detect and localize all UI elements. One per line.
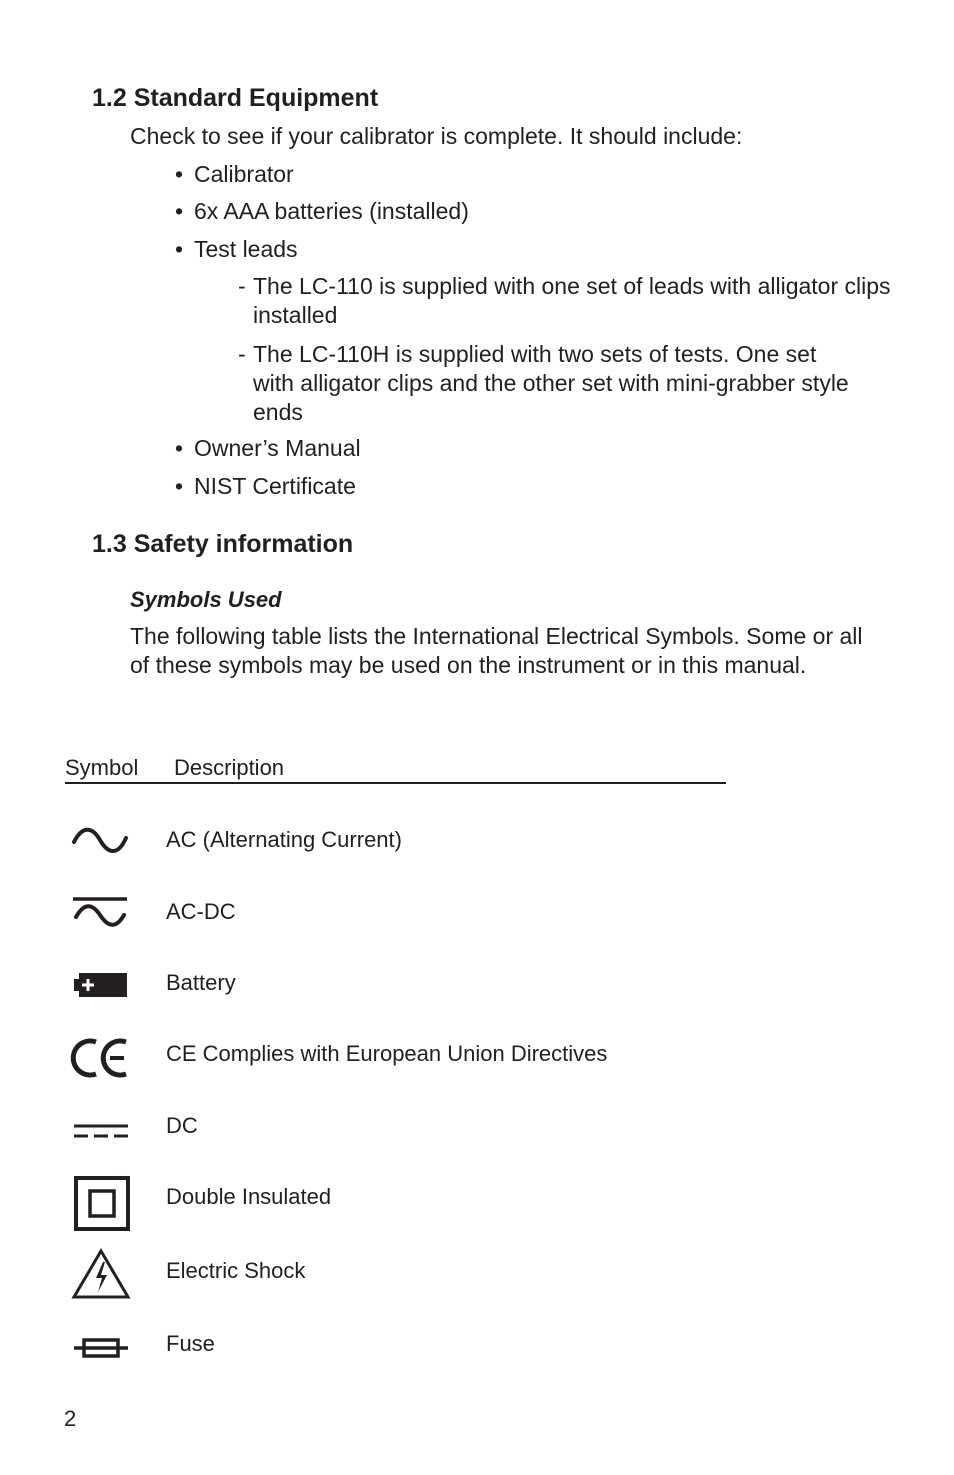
electric-shock-icon: [70, 1247, 132, 1301]
fuse-icon: [70, 1335, 132, 1361]
symbol-description: CE Complies with European Union Directives: [166, 1041, 608, 1066]
symbol-description: Double Insulated: [166, 1184, 332, 1209]
sub-list-item-text: The LC-110 is supplied with one set of leads with alligator clips installed: [253, 273, 891, 328]
symbol-description: AC (Alternating Current): [166, 827, 402, 852]
sub-list-item-text: The LC-110H is supplied with two sets of tests. One set with alligator clips and the other set with mini-grabber style ends: [253, 341, 849, 425]
list-item-label: Test leads: [194, 236, 298, 262]
section-heading-safety-information: 1.3 Safety information: [92, 530, 354, 558]
page-number: 2: [64, 1406, 77, 1431]
bullet-marker: •: [175, 236, 184, 262]
symbol-table-header: [65, 754, 726, 784]
list-item-label: NIST Certificate: [194, 473, 356, 499]
symbols-intro-paragraph: The following table lists the International Electrical Symbols. Some or all of these symbols may be used on the instrument or in this manual.: [130, 623, 863, 678]
symbol-description: Fuse: [166, 1331, 215, 1356]
ac-icon: [70, 824, 130, 858]
bullet-marker: •: [175, 435, 184, 461]
bullet-marker: •: [175, 161, 184, 187]
list-item-label: Owner’s Manual: [194, 435, 361, 461]
symbol-description: Battery: [166, 970, 236, 995]
list-item-label: 6x AAA batteries (installed): [194, 198, 469, 224]
symbol-description: AC-DC: [166, 899, 236, 924]
dc-icon: [70, 1120, 132, 1142]
bullet-marker: •: [175, 473, 184, 499]
symbols-used-subheading: Symbols Used: [130, 587, 282, 612]
dash-marker: -: [238, 341, 246, 367]
bullet-marker: •: [175, 198, 184, 224]
column-header-symbol: Symbol: [65, 755, 139, 780]
list-item-label: Calibrator: [194, 161, 294, 187]
ac-dc-icon: [70, 895, 130, 929]
symbol-description: Electric Shock: [166, 1258, 306, 1283]
ce-mark-icon: [70, 1036, 132, 1080]
standard-equipment-intro: Check to see if your calibrator is complete. It should include:: [130, 123, 743, 149]
section-heading-standard-equipment: 1.2 Standard Equipment: [92, 84, 379, 112]
double-insulated-icon: [70, 1175, 132, 1233]
battery-icon: [70, 971, 130, 999]
symbol-description: DC: [166, 1113, 198, 1138]
column-header-description: Description: [174, 755, 285, 780]
dash-marker: -: [238, 273, 246, 299]
